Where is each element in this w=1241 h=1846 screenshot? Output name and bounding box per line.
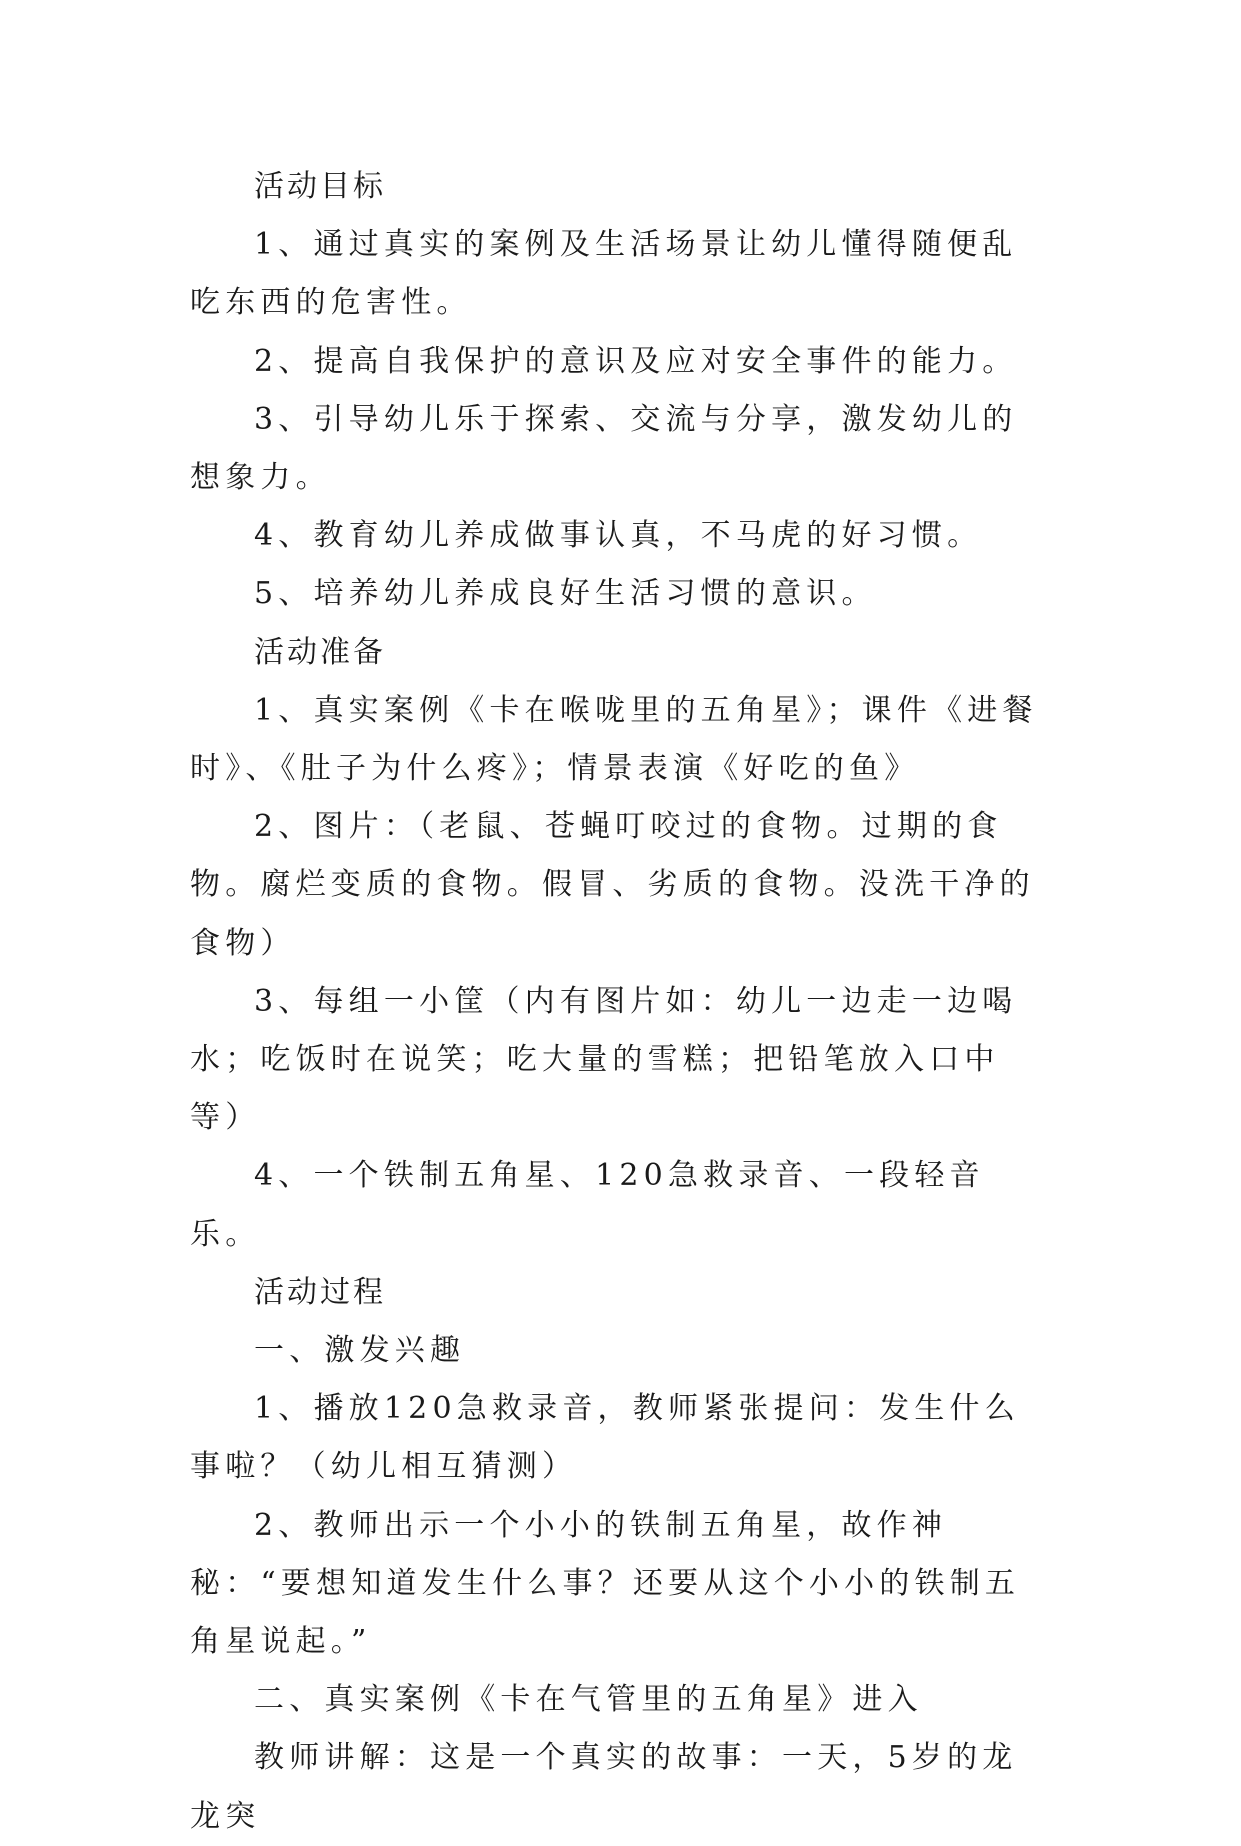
process-subheading-2: 二、真实案例《卡在气管里的五角星》进入	[254, 1682, 923, 1718]
document-body	[190, 158, 1040, 1846]
preparation-item-2: 2、图片：（老鼠、苍蝇叮咬过的食物。过期的食物。腐烂变质的食物。假冒、劣质的食物。没洗干净的食物）	[190, 809, 1035, 961]
goal-item-3: 3、引导幼儿乐于探索、交流与分享，激发幼儿的想象力。	[190, 401, 1018, 496]
section-heading-activity-process: 活动过程	[254, 1274, 386, 1310]
preparation-item-4: 4、一个铁制五角星、120急救录音、一段轻音乐。	[190, 1158, 985, 1252]
section-heading-activity-preparation: 活动准备	[254, 634, 386, 670]
preparation-item-1: 1、真实案例《卡在喉咙里的五角星》；课件《进餐时》、《肚子为什么疼》；情景表演《好吃的鱼》	[190, 692, 1038, 787]
goal-item-2: 2、提高自我保护的意识及应对安全事件的能力。	[254, 343, 1018, 379]
goal-item-1: 1、通过真实的案例及生活场景让幼儿懂得随便乱吃东西的危害性。	[190, 227, 1018, 321]
preparation-item-3: 3、每组一小筐（内有图片如：幼儿一边走一边喝水；吃饭时在说笑；吃大量的雪糕；把铅笔放入口中等）	[190, 983, 1018, 1136]
process-item-2: 2、教师出示一个小小的铁制五角星，故作神秘：“要想知道发生什么事？还要从这个小小的铁制五角星说起。”	[190, 1507, 1021, 1660]
process-subheading-1: 一、激发兴趣	[254, 1333, 466, 1369]
process-item-1: 1、播放120急救录音，教师紧张提问：发生什么事啦？（幼儿相互猜测）	[190, 1391, 1020, 1485]
goal-item-4: 4、教育幼儿养成做事认真，不马虎的好习惯。	[254, 518, 983, 554]
goal-item-5: 5、培养幼儿养成良好生活习惯的意识。	[254, 576, 877, 612]
process-narration: 教师讲解：这是一个真实的故事：一天，5岁的龙龙突	[190, 1740, 1018, 1834]
section-heading-activity-goals: 活动目标	[254, 169, 386, 204]
